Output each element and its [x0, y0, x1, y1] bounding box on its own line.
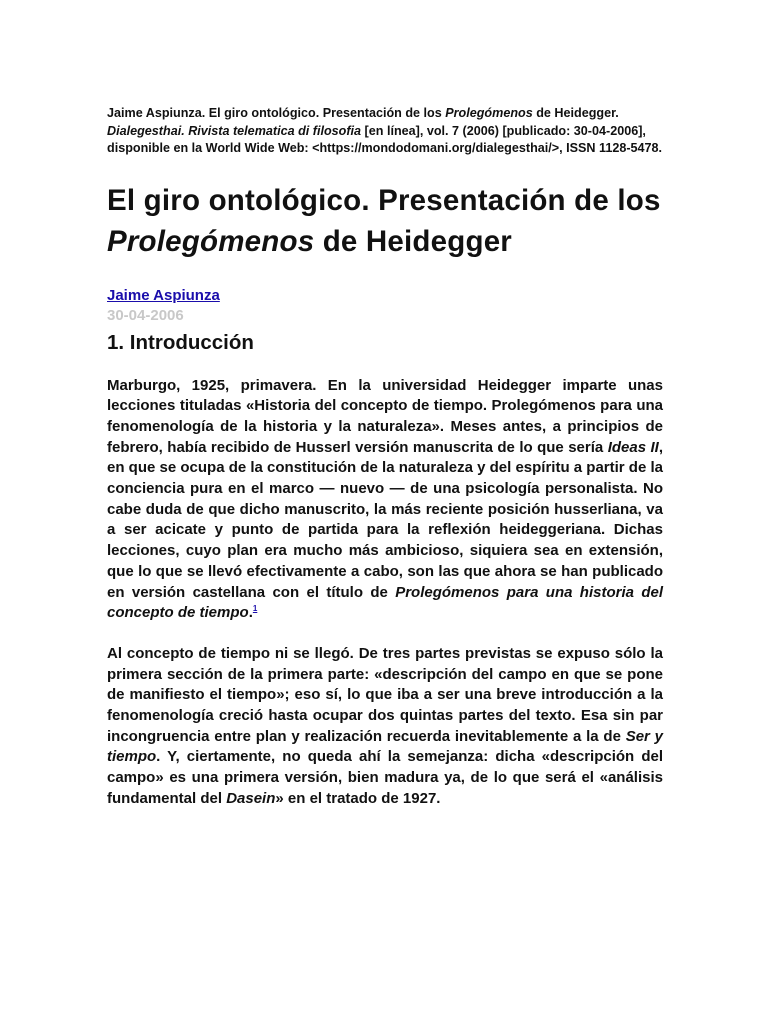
section-heading: 1. Introducción	[107, 330, 254, 354]
paragraph-2	[107, 644, 663, 810]
paragraph-1	[107, 376, 663, 624]
article-title	[107, 180, 663, 263]
author-link[interactable]: Jaime Aspiunza	[107, 286, 220, 304]
p1-book-title: Prolegómenos para una historia del concepto de tiempo	[107, 583, 663, 622]
p1-text-a: Marburgo, 1925, primavera. En la universidad Heidegger imparte unas lecciones tituladas «Historia del concepto de tiempo. Prolegómenos para una fenomenología de la historia y la naturaleza». Meses antes, a principios de febrero, había recibido de Husserl versión manuscrita de lo que sería	[107, 376, 663, 456]
p2-sein: Ser y tiempo	[107, 727, 663, 766]
p2-text-a: Al concepto de tiempo ni se llegó. De tres partes previstas se expuso sólo la primera sección de la primera parte: «descripción del campo en que se pone de manifiesto el tiempo»; eso sí, lo que iba a ser una breve introducción a la fenomenología creció hasta ocupar dos quintas partes del texto. Esa sin par incongruencia entre plan y realización recuerda inevitablemente a la de	[107, 644, 663, 745]
p1-text-c: .	[248, 604, 253, 622]
p2-dasein: Dasein	[226, 789, 276, 807]
citation-journal: Dialegesthai. Rivista telematica di filosofia	[107, 123, 362, 138]
title-italic: Prolegómenos	[107, 225, 315, 258]
p1-text-b: , en que se ocupa de la constitución de la naturaleza y del espíritu a partir de la conciencia pura en el marco — nuevo — de una psicología personalista. No cabe duda de que dicho manuscrito, la más reciente posición husserliana, va a ser acicate y punto de partida para la reflexión heideggeriana. Dichas lecciones, cuyo plan era mucho más ambicioso, siquiera sea en extensión, que lo que se llevó efectivamente a cabo, son las que ahora se han publicado en versión castellana con el título de	[107, 438, 664, 601]
title-part-2: de Heidegger	[314, 225, 512, 258]
document-page	[107, 105, 663, 830]
footnote-link[interactable]: 1	[252, 604, 258, 614]
p2-text-c: » en el tratado de 1927.	[275, 789, 441, 807]
p1-ideas: Ideas II	[607, 438, 659, 456]
title-part-1: El giro ontológico. Presentación de los	[107, 183, 661, 217]
citation-text-1: Jaime Aspiunza. El giro ontológico. Presentación de los	[107, 106, 446, 120]
citation-block	[107, 105, 663, 158]
p2-text-b: . Y, ciertamente, no queda ahí la semejanza: dicha «descripción del campo» es una primera versión, bien madura ya, de lo que será el «análisis fundamental del	[107, 748, 663, 807]
publication-date: 30-04-2006	[107, 306, 184, 324]
citation-text-2: de Heidegger.	[532, 106, 619, 120]
citation-text-3: [en línea], vol. 7 (2006) [publicado: 30-04-2006], disponible en la World Wide Web: <https://mondodomani.org/dialegesthai/>, ISSN 1128-5478.	[107, 123, 663, 155]
citation-work-title: Prolegómenos	[445, 106, 533, 120]
